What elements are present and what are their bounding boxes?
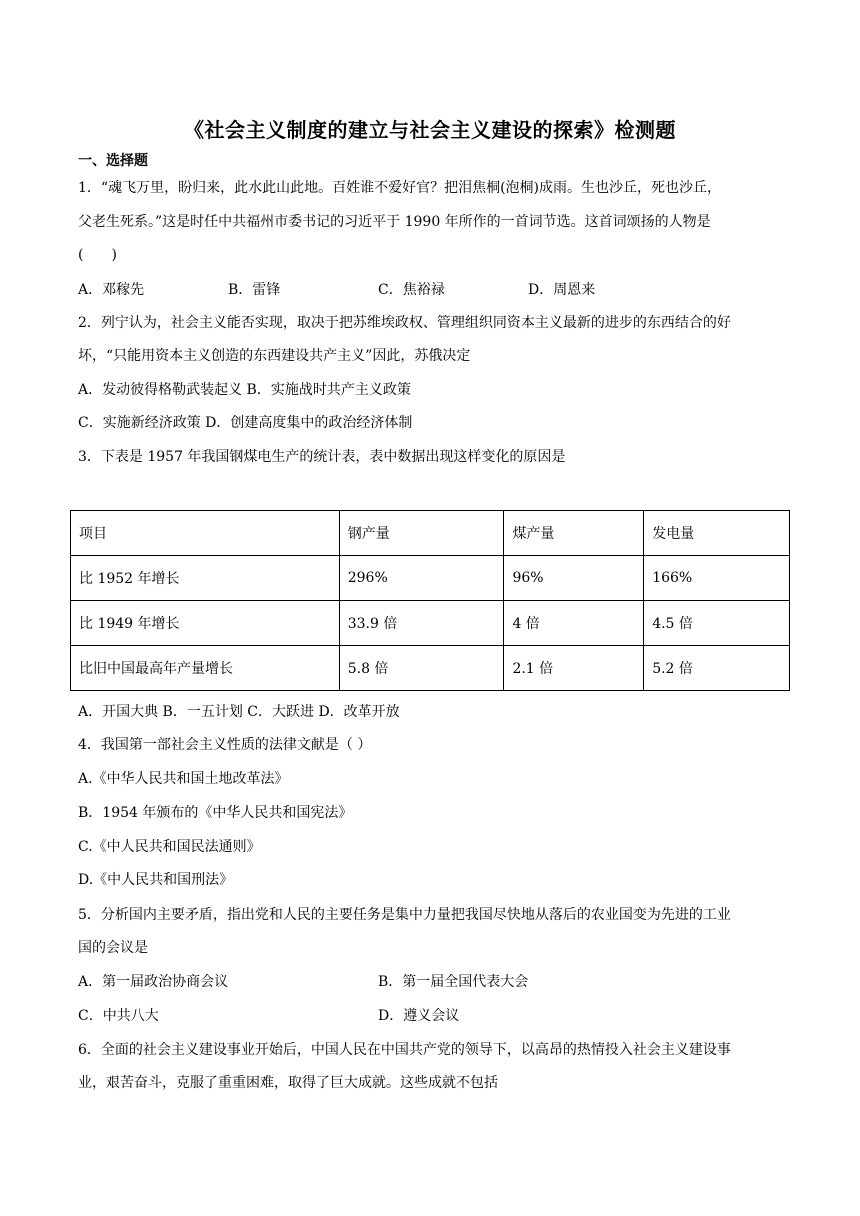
section-heading: 一、选择题: [78, 153, 148, 169]
table-row: [71, 601, 790, 646]
table-cell: 发电量: [644, 511, 790, 556]
question-6-line-1: 6．全面的社会主义建设事业开始后，中国人民在中国共产党的领导下，以高昂的热情投入社会主义建设事: [78, 1042, 731, 1058]
question-1-line-2: 父老生死系。”这是时任中共福州市委书记的习近平于 1990 年所作的一首词节选。这首词颂扬的人物是: [78, 214, 711, 230]
question-2-options-cd: C．实施新经济政策 D．创建高度集中的政治经济体制: [78, 415, 413, 431]
question-5-line-1: 5．分析国内主要矛盾，指出党和人民的主要任务是集中力量把我国尽快地从落后的农业国变为先进的工业: [78, 907, 731, 923]
question-1-line-3: ( ): [78, 247, 117, 263]
question-2-options-ab: A．发动彼得格勒武装起义 B．实施战时共产主义政策: [78, 382, 411, 398]
table-cell: 296%: [339, 556, 504, 601]
table-cell: 5.2 倍: [644, 646, 790, 691]
question-5-option-c: C．中共八大: [78, 1008, 159, 1024]
table-cell: 2.1 倍: [504, 646, 644, 691]
production-table: [70, 510, 790, 691]
table-cell: 比 1952 年增长: [71, 556, 340, 601]
table-row: [71, 556, 790, 601]
question-1-line-1: 1．“魂飞万里，盼归来，此水此山此地。百姓谁不爱好官？把泪焦桐(泡桐)成雨。生也沙丘，死也沙丘，: [78, 180, 721, 196]
table-cell: 钢产量: [339, 511, 504, 556]
question-5-option-d: D．遵义会议: [378, 1008, 460, 1024]
question-1-option-b: B．雷锋: [228, 282, 281, 298]
question-3-options: A．开国大典 B．一五计划 C．大跃进 D．改革开放: [78, 704, 400, 720]
table-cell: 33.9 倍: [339, 601, 504, 646]
table-cell: 4 倍: [504, 601, 644, 646]
question-3-line-1: 3．下表是 1957 年我国钢煤电生产的统计表，表中数据出现这样变化的原因是: [78, 449, 566, 465]
table-cell: 煤产量: [504, 511, 644, 556]
question-1-option-a: A．邓稼先: [78, 282, 145, 298]
table-cell: 166%: [644, 556, 790, 601]
question-2-line-2: 坏，“只能用资本主义创造的东西建设共产主义”因此，苏俄决定: [78, 348, 471, 364]
question-4-option-c: C.《中人民共和国民法通则》: [78, 839, 261, 855]
table-cell: 项目: [71, 511, 340, 556]
table-cell: 4.5 倍: [644, 601, 790, 646]
table-cell: 5.8 倍: [339, 646, 504, 691]
question-5-line-2: 国的会议是: [78, 940, 148, 956]
table-cell: 比 1949 年增长: [71, 601, 340, 646]
question-5-option-b: B．第一届全国代表大会: [378, 974, 529, 990]
question-4-option-a: A.《中华人民共和国土地改革法》: [78, 771, 289, 787]
question-4-option-b: B．1954 年颁布的《中华人民共和国宪法》: [78, 805, 353, 821]
question-4-line-1: 4．我国第一部社会主义性质的法律文献是（ ）: [78, 737, 372, 753]
question-2-line-1: 2．列宁认为，社会主义能否实现，取决于把苏维埃政权、管理组织同资本主义最新的进步的东西结合的好: [78, 315, 731, 331]
question-1-option-d: D．周恩来: [528, 282, 596, 298]
table-header-row: [71, 511, 790, 556]
table-cell: 96%: [504, 556, 644, 601]
table-cell: 比旧中国最高年产量增长: [71, 646, 340, 691]
table-row: [71, 646, 790, 691]
question-5-option-a: A．第一届政治协商会议: [78, 974, 229, 990]
question-1-option-c: C．焦裕禄: [378, 282, 445, 298]
question-4-option-d: D.《中人民共和国刑法》: [78, 872, 234, 888]
document-title: 《社会主义制度的建立与社会主义建设的探索》检测题: [184, 118, 676, 142]
question-6-line-2: 业，艰苦奋斗，克服了重重困难，取得了巨大成就。这些成就不包括: [78, 1075, 498, 1091]
